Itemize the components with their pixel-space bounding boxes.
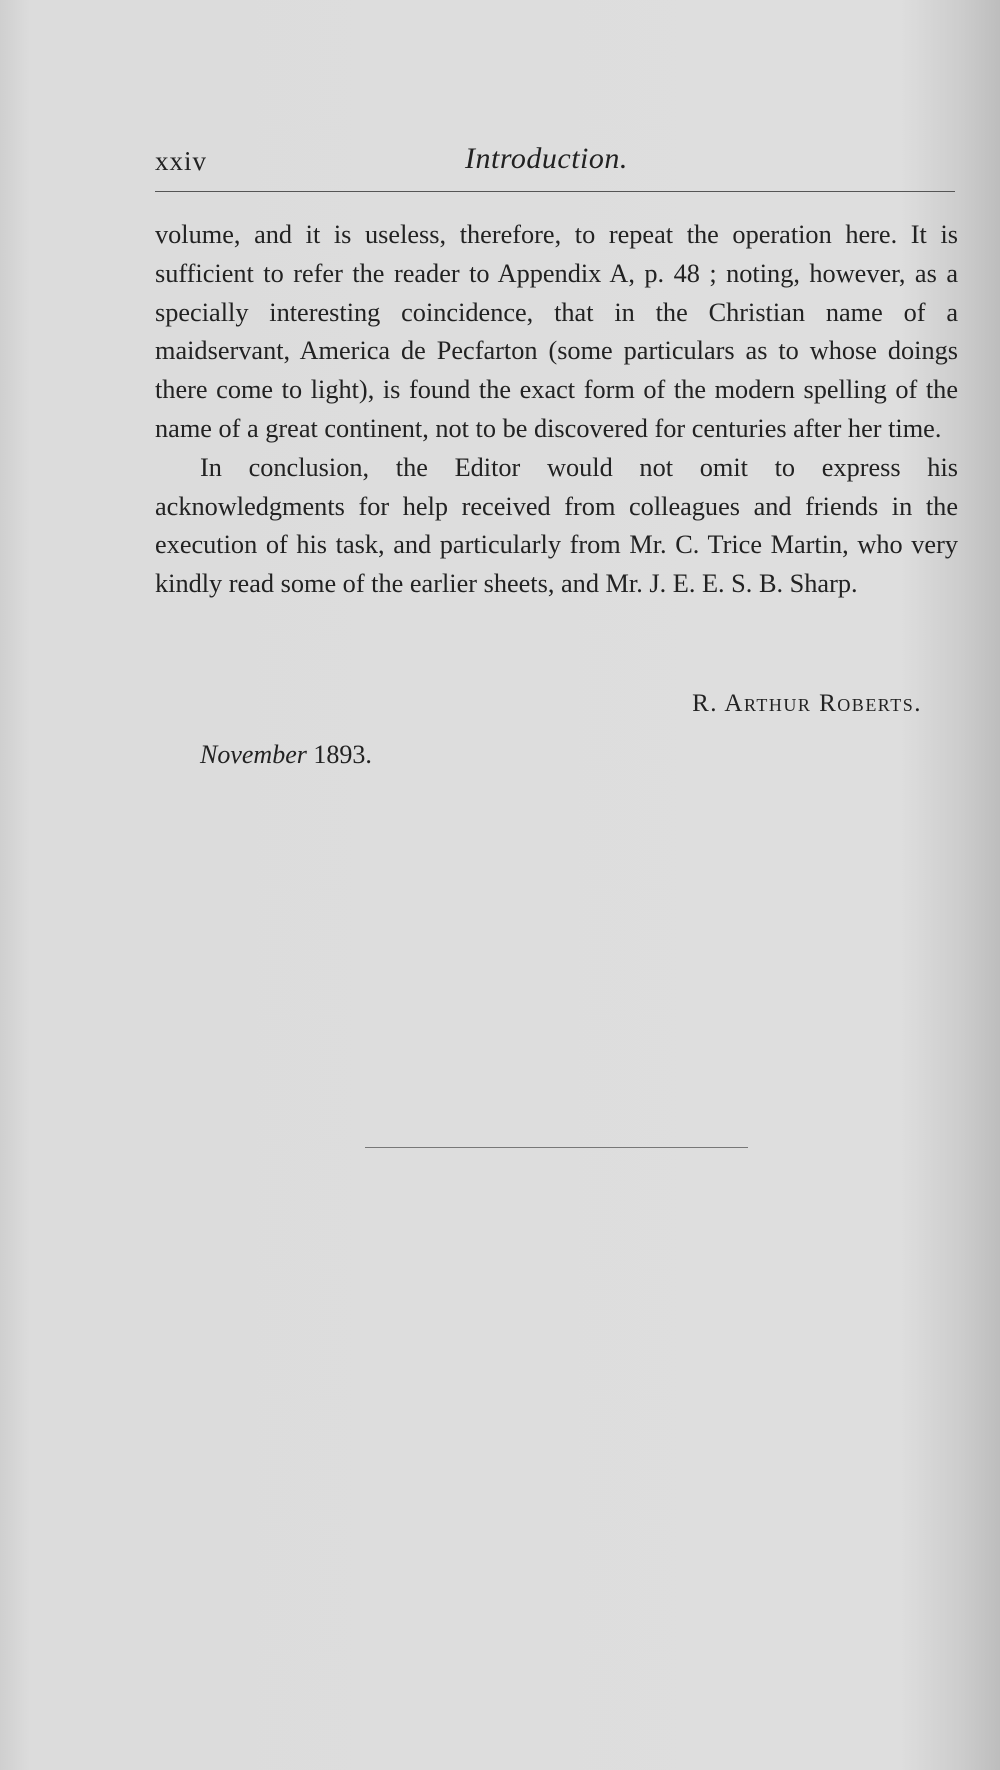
paragraph-1: volume, and it is useless, therefore, to repeat the operation here. It is sufficient to refer the reader to Appendix A, p. 48 ; noting, however, as a specially interesting coincidence, that in the Christian name of a maidservant, America de Pecfarton (some particulars as to whose doings there come to light), is found the exact form of the modern spelling of the name of a great continent, not to be discovered for centuries after her time. <box>155 220 958 443</box>
running-title: Introduction. <box>465 142 628 175</box>
running-head <box>155 142 955 182</box>
header-rule <box>155 191 955 192</box>
dateline <box>200 740 372 770</box>
end-rule <box>365 1147 748 1148</box>
page-number: xxiv <box>155 146 208 176</box>
dateline-month: November <box>200 740 307 769</box>
signature: R. Arthur Roberts. <box>692 690 922 717</box>
dateline-year: 1893. <box>313 740 372 769</box>
paragraph-2: In conclusion, the Editor would not omit to express his acknowledgments for help received from colleagues and friends in the execution of his task, and particularly from Mr. C. Trice Martin, who very kindly read some of the earlier sheets, and Mr. J. E. E. S. B. Sharp. <box>155 452 958 599</box>
body-text <box>155 216 958 604</box>
